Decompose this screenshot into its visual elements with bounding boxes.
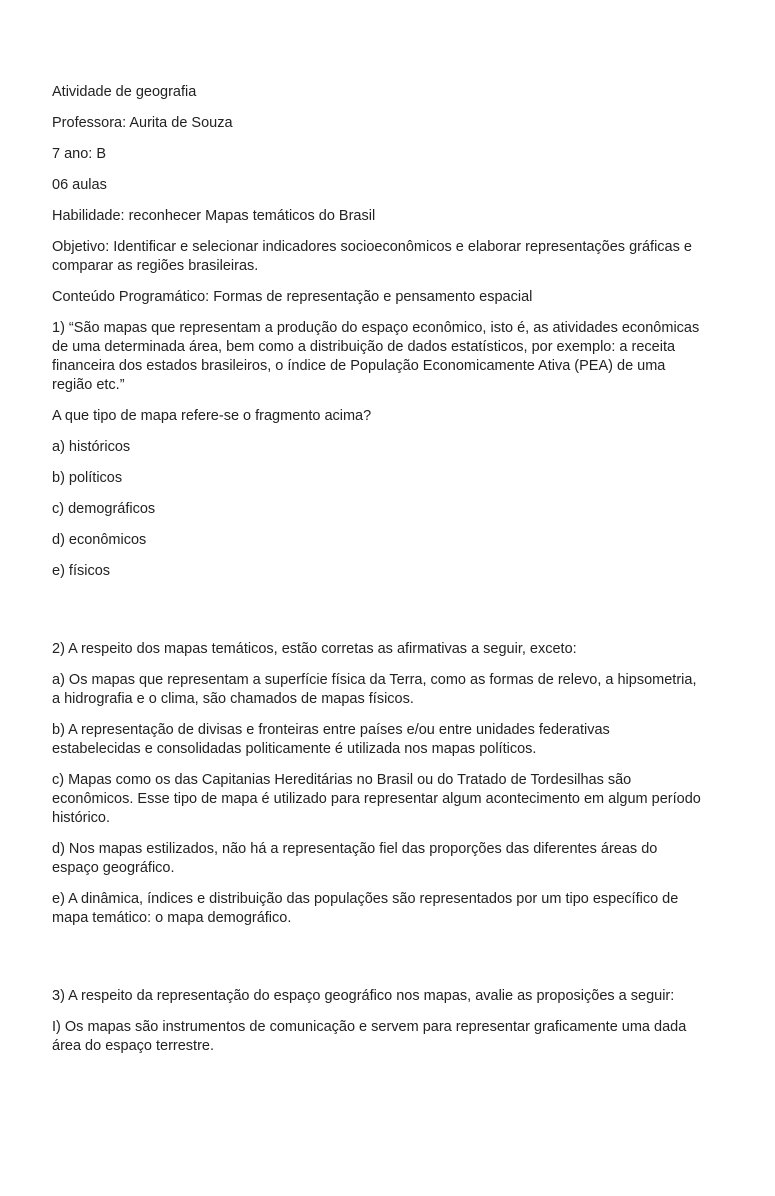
teacher-line: Professora: Aurita de Souza [52, 115, 233, 131]
document-page [52, 83, 702, 1068]
question-2-option-d: d) Nos mapas estilizados, não há a representação fiel das proporções das diferentes áreas do espaço geográfico. [52, 841, 658, 876]
question-2-text: 2) A respeito dos mapas temáticos, estão corretas as afirmativas a seguir, exceto: [52, 641, 577, 657]
question-1-option-d: d) econômicos [52, 532, 147, 548]
objective-line: Objetivo: Identificar e selecionar indicadores socioeconômicos e elaborar representações gráficas e comparar as regiões brasileiras. [52, 239, 692, 274]
content-line: Conteúdo Programático: Formas de representação e pensamento espacial [52, 289, 533, 305]
document-title: Atividade de geografia [52, 84, 197, 100]
question-2-option-e: e) A dinâmica, índices e distribuição das populações são representados por um tipo específico de mapa temático: o mapa demográfico. [52, 891, 679, 926]
question-1-option-a: a) históricos [52, 439, 131, 455]
question-2-option-b: b) A representação de divisas e fronteiras entre países e/ou entre unidades federativas estabelecidas e consolidadas politicamente é utilizada nos mapas políticos. [52, 722, 610, 757]
question-1-text: 1) “São mapas que representam a produção do espaço econômico, isto é, as atividades econômicas de uma determinada área, bem como a distribuição de dados estatísticos, por exemplo: a receita financeira dos estados brasileiros, o índice de População Economicamente Ativa (PEA) de uma região etc.” [52, 320, 700, 393]
skill-line: Habilidade: reconhecer Mapas temáticos do Brasil [52, 208, 376, 224]
question-2 [52, 640, 702, 928]
grade-line: 7 ano: B [52, 146, 107, 162]
question-3-text: 3) A respeito da representação do espaço geográfico nos mapas, avalie as proposições a seguir: [52, 988, 675, 1004]
question-2-option-a: a) Os mapas que representam a superfície física da Terra, como as formas de relevo, a hipsometria, a hidrografia e o clima, são chamados de mapas físicos. [52, 672, 697, 707]
question-3 [52, 987, 702, 1056]
question-3-item-1: I) Os mapas são instrumentos de comunicação e servem para representar graficamente uma dada área do espaço terrestre. [52, 1019, 687, 1054]
question-1 [52, 319, 702, 581]
question-1-option-e: e) físicos [52, 563, 111, 579]
question-1-prompt: A que tipo de mapa refere-se o fragmento acima? [52, 408, 372, 424]
spacer [52, 940, 702, 987]
question-1-option-b: b) políticos [52, 470, 123, 486]
question-2-option-c: c) Mapas como os das Capitanias Hereditárias no Brasil ou do Tratado de Tordesilhas são econômicos. Esse tipo de mapa é utilizado para representar algum acontecimento em algum período histórico. [52, 772, 701, 826]
question-1-option-c: c) demográficos [52, 501, 156, 517]
lessons-line: 06 aulas [52, 177, 107, 193]
spacer [52, 593, 702, 640]
